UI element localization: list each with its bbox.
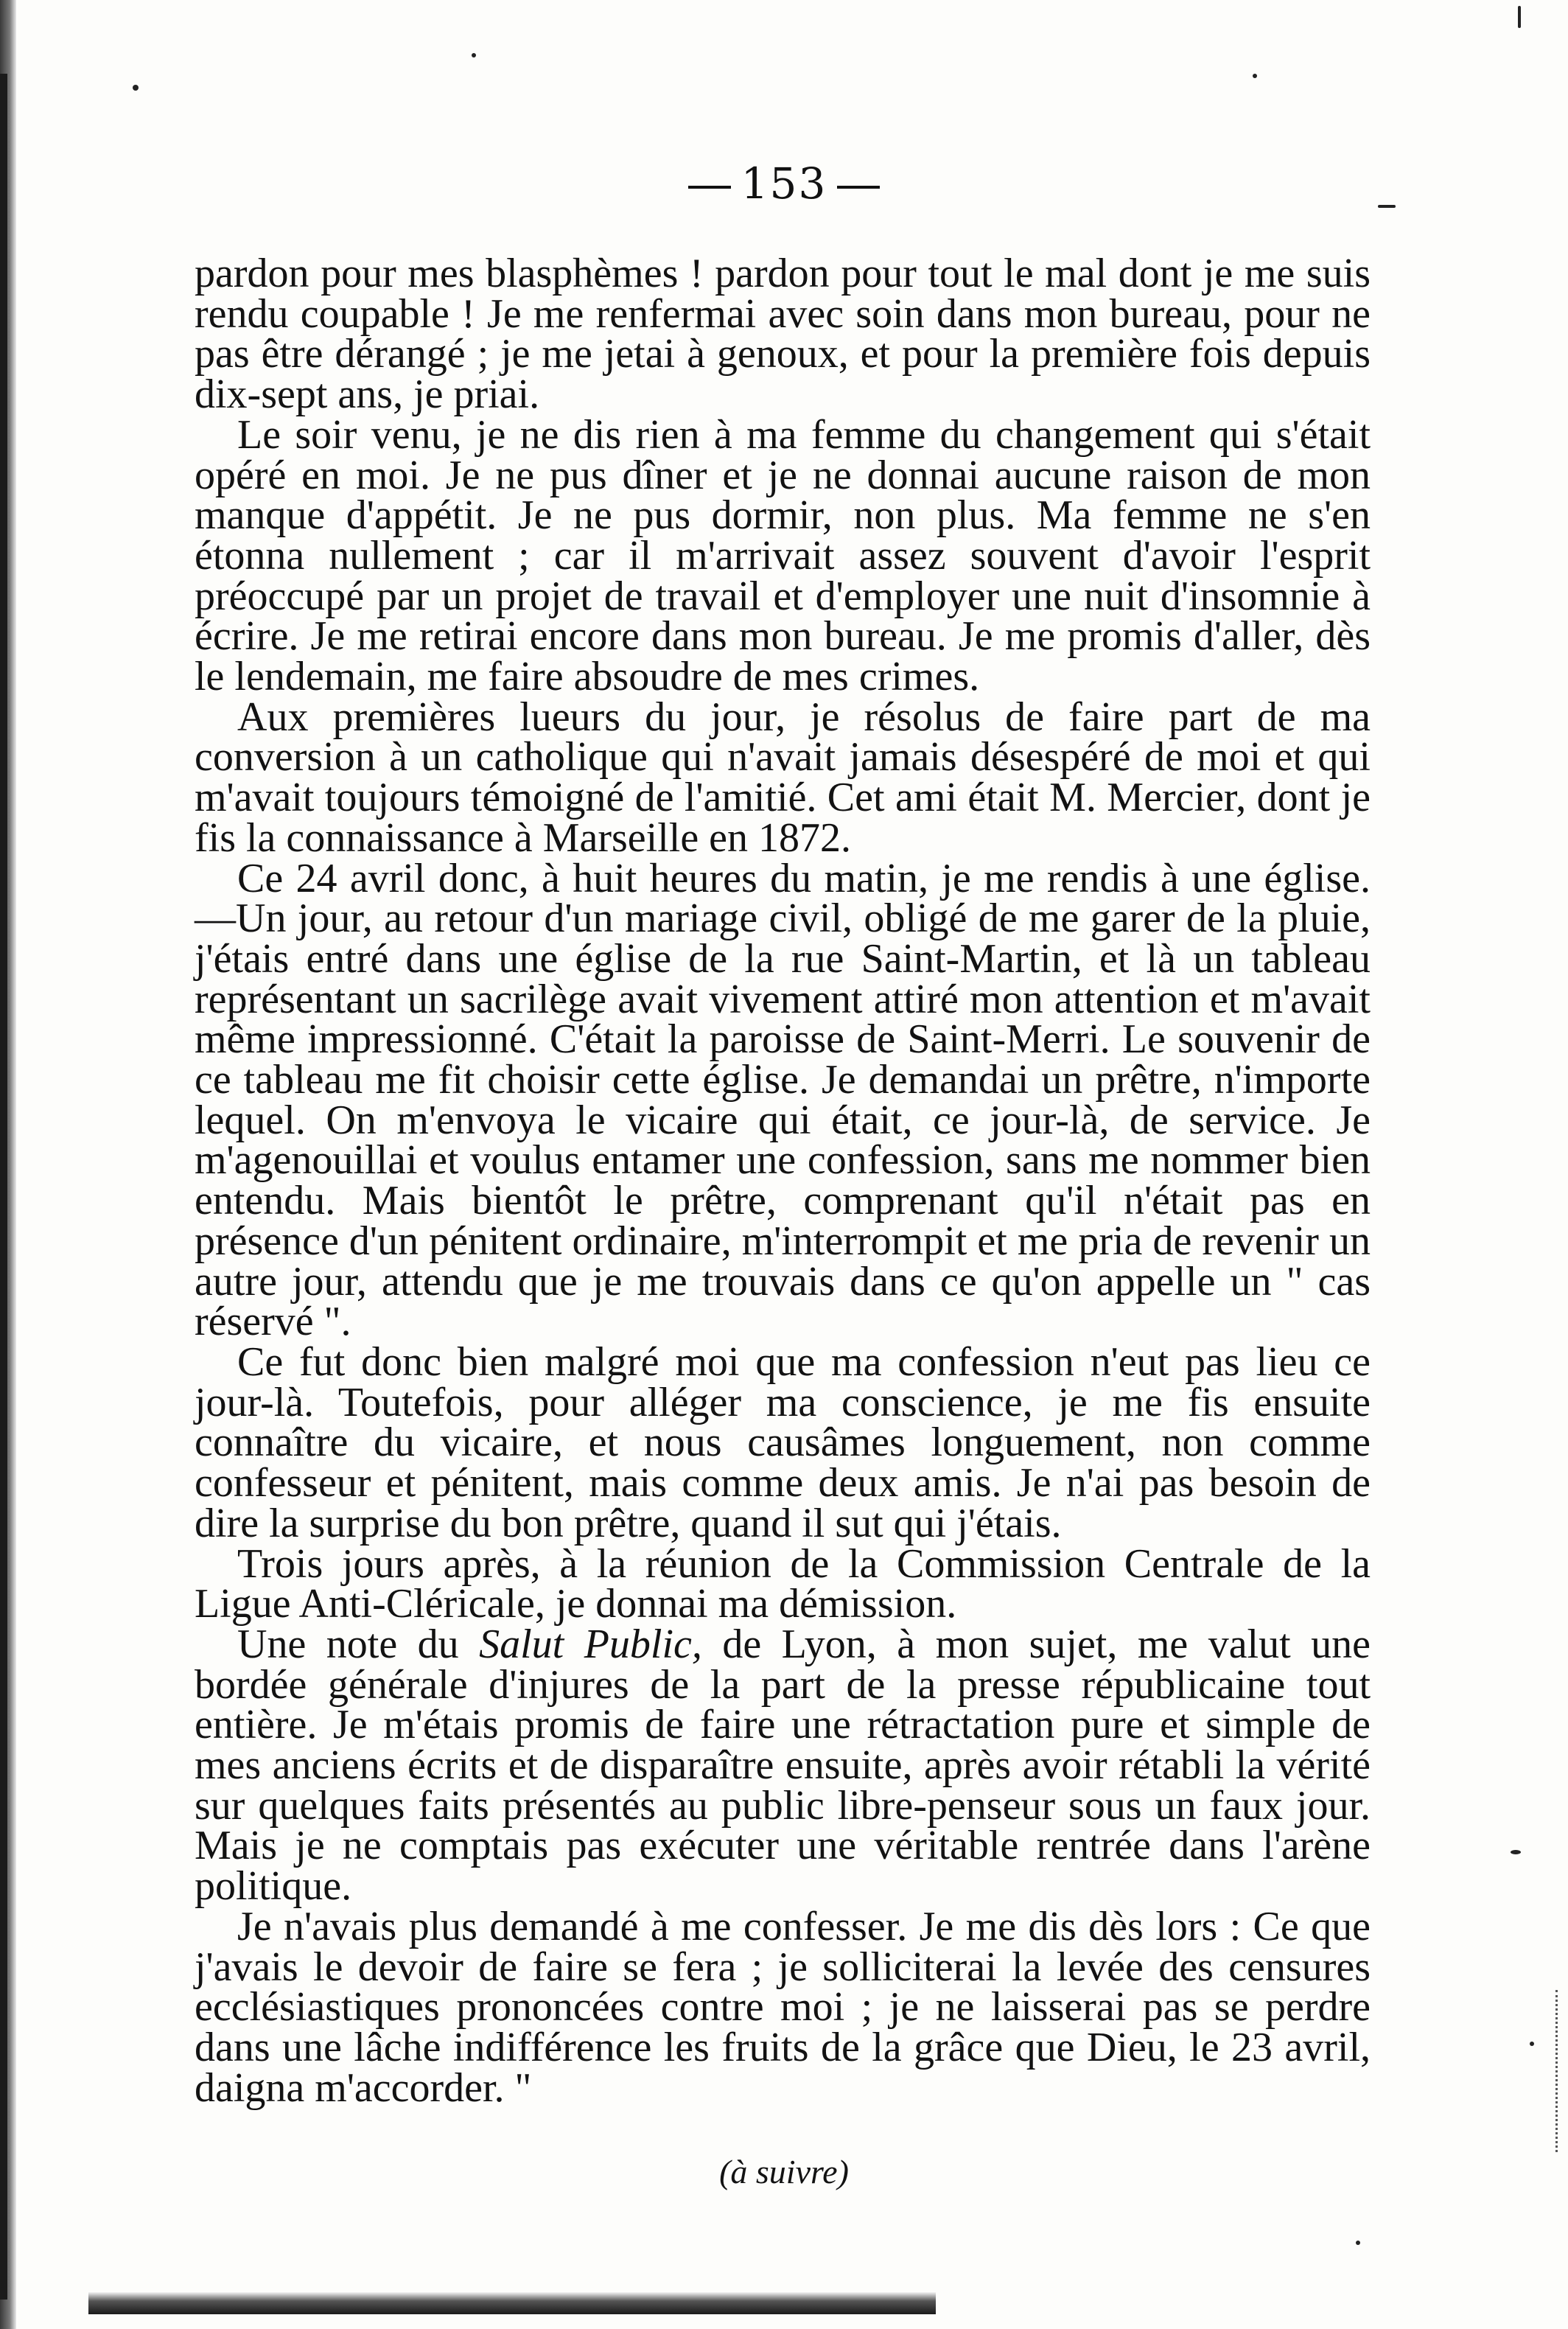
right-scan-edge <box>1555 1990 1562 2152</box>
page-number: 153 <box>0 158 1568 209</box>
paragraph: Ce fut donc bien malgré moi que ma confession n'eut pas lieu ce jour-là. Toutefois, pour alléger ma conscience, je me fis ensuite connaître du vicaire, et nous causâmes longuement, non comme confesseur et pénitent, mais comme deux amis. Je n'ai pas besoin de dire la surprise du bon prêtre, quand il sut qui j'étais. <box>195 1338 1371 1546</box>
paragraph: pardon pour mes blasphèmes ! pardon pour tout le mal dont je me suis rendu coupable ! Je me renfermai avec soin dans mon bureau, pour ne pas être dérangé ; je me jetai à genoux, et pour la première fois depuis dix-sept ans, je priai. <box>195 251 1371 418</box>
newspaper-title: Salut Public, <box>479 1621 702 1667</box>
paragraph-text: de Lyon, à mon sujet, me valut une bordée générale d'injures de la part de la presse républicaine tout entière. Je m'étais promis de faire une rétractation pure et simple de mes anciens écrits et de disparaître ensuite, après avoir rétabli la vérité sur quelques faits présentés au public libre-penseur sous un faux jour. Mais je ne comptais pas exécuter une véritable rentrée dans l'arène politique. <box>195 1621 1371 1910</box>
scan-speck <box>1253 74 1257 78</box>
article-body <box>195 251 1371 2111</box>
scan-speck <box>472 53 476 57</box>
to-be-continued: (à suivre) <box>719 2153 849 2190</box>
scan-speck <box>1530 2042 1534 2046</box>
paragraph: Ce 24 avril donc, à huit heures du matin, je me rendis à une église.—Un jour, au retour d'un mariage civil, obligé de me garer de la pluie, j'étais entré dans une église de la rue Saint-Martin, et là un tableau représentant un sacrilège avait vivement attiré mon attention et m'avait même impressionné. C'était la paroisse de Saint-Merri. Le souvenir de ce tableau me fit choisir cette église. Je demandai un prêtre, n'importe lequel. On m'envoya le vicaire qui était, ce jour-là, de service. Je m'agenouillai et voulus entamer une confession, sans me nommer bien entendu. Mais bientôt le prêtre, comprenant qu'il n'était pas en présence d'un pénitent ordinaire, m'interrompit et me pria de revenir un autre jour, attendu que je me trouvais dans ce qu'on appelle un " cas réservé ". <box>195 855 1371 1345</box>
paragraph-text: Une note du <box>237 1621 480 1667</box>
scan-speck <box>133 85 139 91</box>
spine-edge <box>0 74 7 2300</box>
paragraph: Je n'avais plus demandé à me confesser. Je me dis dès lors : Ce que j'avais le devoir de faire se fera ; je solliciterai la levée des censures ecclésiastiques prononcées contre moi ; je ne laisserai pas se perdre dans une lâche indifférence les fruits de la grâce que Dieu, le 23 avril, daigna m'accorder. " <box>195 1903 1371 2111</box>
bottom-scan-edge <box>88 2292 936 2314</box>
scan-speck <box>1518 6 1521 28</box>
scan-speck <box>1511 1850 1521 1854</box>
paragraph: Trois jours après, à la réunion de la Commission Centrale de la Ligue Anti-Cléricale, je donnai ma démission. <box>195 1540 1371 1627</box>
scan-speck <box>1356 2241 1360 2245</box>
paragraph-salut-public <box>195 1621 1371 1910</box>
paragraph: Aux premières lueurs du jour, je résolus de faire part de ma conversion à un catholique qui n'avait jamais désespéré de moi et qui m'avait toujours témoigné de l'amitié. Cet ami était M. Mercier, dont je fis la connaissance à Marseille en 1872. <box>195 694 1371 861</box>
paragraph: Le soir venu, je ne dis rien à ma femme du changement qui s'était opéré en moi. Je ne pus dîner et je ne donnai aucune raison de mon manque d'appétit. Je ne pus dormir, non plus. Ma femme ne s'en étonna nullement ; car il m'arrivait assez souvent d'avoir l'esprit préoccupé par un projet de travail et d'employer une nuit d'insomnie à écrire. Je me retirai encore dans mon bureau. Je me promis d'aller, dès le lendemain, me faire absoudre de mes crimes. <box>195 411 1371 700</box>
